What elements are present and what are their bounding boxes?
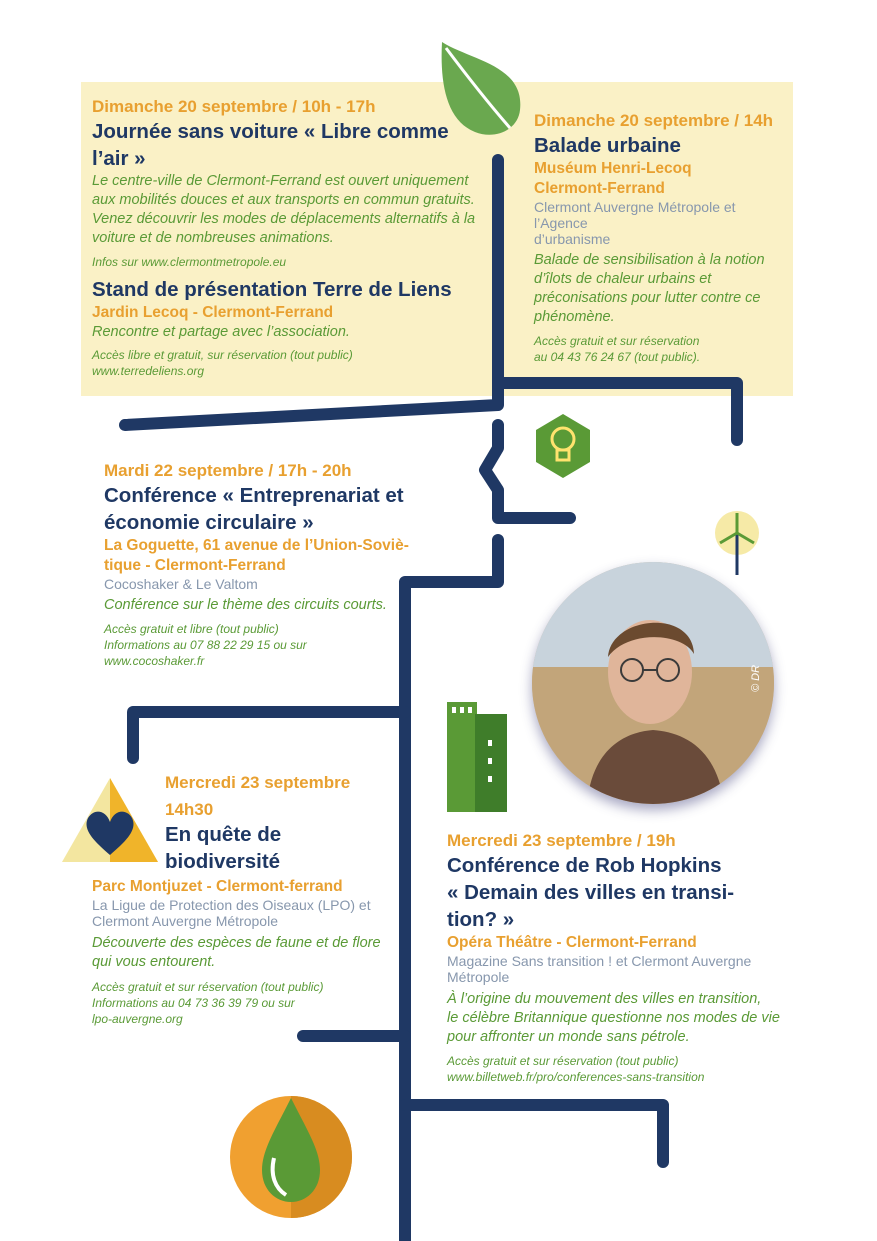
event-description: Venez découvrir les modes de déplacements alternatifs à la bbox=[92, 211, 476, 227]
event-organizer: Clermont Auvergne Métropole et l’Agence bbox=[534, 199, 736, 231]
event-rob-hopkins bbox=[447, 830, 787, 1085]
event-description: Découverte des espèces de faune et de flore bbox=[92, 935, 381, 951]
event-access: Accès gratuit et sur réservation (tout public) bbox=[447, 1054, 679, 1068]
event-date: Mercredi 23 septembre bbox=[165, 773, 351, 792]
event-entreprenariat bbox=[104, 460, 424, 669]
event-description: Conférence sur le thème des circuits courts. bbox=[104, 597, 387, 613]
event-title: tion? » bbox=[447, 908, 515, 931]
event-description: voiture et de nombreuses animations. bbox=[92, 230, 334, 246]
event-venue: Jardin Lecoq - Clermont-Ferrand bbox=[92, 304, 334, 321]
event-description: Rencontre et partage avec l’association. bbox=[92, 324, 350, 340]
event-description: le célèbre Britannique questionne nos modes de vie bbox=[447, 1010, 780, 1026]
event-title: Conférence de Rob Hopkins bbox=[447, 854, 722, 877]
event-link[interactable]: www.terredeliens.org bbox=[92, 364, 205, 378]
event-title: En quête de bbox=[165, 823, 282, 846]
event-organizer: Magazine Sans transition ! et Clermont Auvergne bbox=[447, 953, 752, 969]
event-title: Balade urbaine bbox=[534, 134, 681, 157]
event-description: À l’origine du mouvement des villes en transition, bbox=[447, 991, 762, 1007]
event-title: Conférence « Entreprenariat et bbox=[104, 484, 404, 507]
portrait-photo bbox=[532, 562, 774, 804]
event-description: aux mobilités douces et aux transports en commun gratuits. bbox=[92, 192, 475, 208]
event-phone: Informations au 07 88 22 29 15 ou sur bbox=[104, 638, 307, 652]
event-date: Mardi 22 septembre / 17h - 20h bbox=[104, 461, 352, 480]
event-phone: Informations au 04 73 36 39 79 ou sur bbox=[92, 996, 295, 1010]
event-organizer: Métropole bbox=[447, 969, 510, 985]
event-description: d’îlots de chaleur urbains et bbox=[534, 271, 712, 287]
wind-turbine-icon bbox=[715, 511, 759, 575]
event-access: Accès gratuit et libre (tout public) bbox=[104, 622, 279, 636]
event-access: Accès libre et gratuit, sur réservation (tout public) bbox=[92, 348, 353, 362]
event-balade-urbaine bbox=[534, 110, 792, 365]
event-title: Stand de présentation Terre de Liens bbox=[92, 278, 452, 301]
event-date: Mercredi 23 septembre / 19h bbox=[447, 831, 676, 850]
lightbulb-icon bbox=[536, 414, 590, 478]
event-organizer: La Ligue de Protection des Oiseaux (LPO) et bbox=[92, 897, 371, 913]
heart-icon bbox=[62, 778, 158, 862]
event-description: qui vous entourent. bbox=[92, 954, 216, 970]
event-time: 14h30 bbox=[165, 800, 214, 819]
event-venue: La Goguette, 61 avenue de l’Union-Soviè- bbox=[104, 537, 409, 554]
event-link[interactable]: www.billetweb.fr/pro/conferences-sans-transition bbox=[447, 1070, 705, 1084]
event-organizer: d’urbanisme bbox=[534, 231, 611, 247]
event-sans-voiture bbox=[92, 96, 492, 270]
event-description: Balade de sensibilisation à la notion bbox=[534, 252, 765, 268]
event-description: Le centre-ville de Clermont-Ferrand est ouvert uniquement bbox=[92, 173, 469, 189]
event-phone: au 04 43 76 24 67 (tout public). bbox=[534, 350, 701, 364]
event-venue: Muséum Henri-Lecoq bbox=[534, 160, 692, 177]
event-venue: Clermont-Ferrand bbox=[534, 180, 665, 197]
building-icon bbox=[447, 702, 507, 812]
event-description: pour affronter un monde sans pétrole. bbox=[447, 1029, 690, 1045]
event-biodiversite-details bbox=[92, 877, 402, 1027]
portrait-illustration bbox=[532, 562, 774, 804]
event-terre-de-liens bbox=[92, 276, 492, 379]
event-link[interactable]: lpo-auvergne.org bbox=[92, 1012, 183, 1026]
event-biodiversite-header bbox=[165, 772, 395, 875]
event-link[interactable]: www.cocoshaker.fr bbox=[104, 654, 205, 668]
event-title: l’air » bbox=[92, 147, 146, 170]
event-organizer: Cocoshaker & Le Valtom bbox=[104, 576, 258, 592]
water-drop-icon bbox=[230, 1096, 352, 1218]
event-organizer: Clermont Auvergne Métropole bbox=[92, 913, 278, 929]
event-description: phénomène. bbox=[534, 309, 615, 325]
event-title: biodiversité bbox=[165, 850, 281, 873]
event-date: Dimanche 20 septembre / 14h bbox=[534, 111, 774, 130]
event-venue: Parc Montjuzet - Clermont-ferrand bbox=[92, 878, 343, 895]
event-title: économie circulaire » bbox=[104, 511, 314, 534]
event-venue: Opéra Théâtre - Clermont-Ferrand bbox=[447, 934, 697, 951]
event-description: préconisations pour lutter contre ce bbox=[534, 290, 761, 306]
event-info-link[interactable]: Infos sur www.clermontmetropole.eu bbox=[92, 255, 287, 269]
event-access: Accès gratuit et sur réservation (tout public) bbox=[92, 980, 324, 994]
photo-credit: © DR bbox=[750, 664, 762, 692]
event-venue: tique - Clermont-Ferrand bbox=[104, 557, 286, 574]
event-access: Accès gratuit et sur réservation bbox=[534, 334, 700, 348]
event-title: « Demain des villes en transi- bbox=[447, 881, 735, 904]
event-date: Dimanche 20 septembre / 10h - 17h bbox=[92, 97, 376, 116]
event-title: Journée sans voiture « Libre comme bbox=[92, 120, 449, 143]
